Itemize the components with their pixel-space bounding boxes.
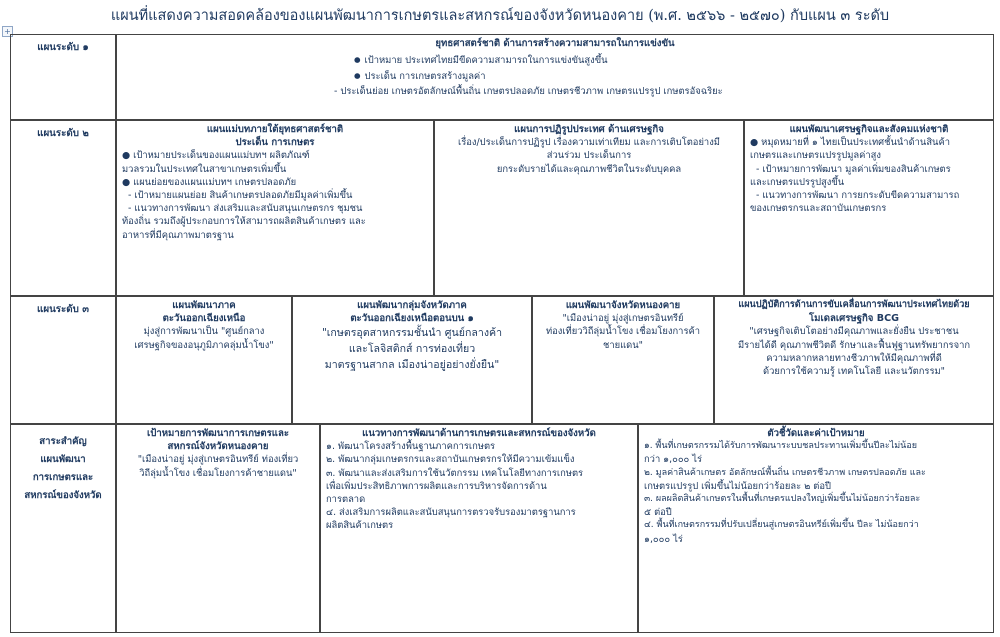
row2-c1-heading2: ประเด็น การเกษตร: [235, 137, 315, 149]
row4-c1-line: "เมืองน่าอยู่ มุ่งสู่เกษตรอินทรีย์ ท่องเที่ยว: [137, 454, 299, 466]
row1-content: [116, 34, 994, 120]
row2-c1-line: ● แผนย่อยของแผนแม่บทฯ เกษตรปลอดภัย: [122, 176, 297, 188]
row4-c2-line: ๒. พัฒนากลุ่มเกษตรกรและสถาบันเกษตรกรให้มีความเข้มแข็ง: [326, 454, 575, 466]
row4-c1-heading1: เป้าหมายการพัฒนาการเกษตรและ: [146, 428, 290, 439]
row3-c3-line: ชายแดน": [603, 339, 643, 351]
row2-c3-line: - แนวทางการพัฒนา การยกระดับขีดความสามารถ: [756, 190, 960, 202]
row4-c2-line: เพื่อเพิ่มประสิทธิภาพการผลิตและการบริหารจัดการด้าน: [326, 480, 547, 492]
row4-indicators: [638, 424, 994, 633]
row3-c1-line: มุ่งสู่การพัฒนาเป็น "ศูนย์กลาง: [143, 326, 265, 338]
row4-label-line: การเกษตรและ: [32, 472, 94, 483]
row4-c3-line: ๓. ผลผลิตสินค้าเกษตรในพื้นที่เกษตรแปลงใหญ่เพิ่มขึ้นไม่น้อยกว่าร้อยละ: [644, 494, 921, 505]
row3-c2-line: และโลจิสติกส์ การท่องเที่ยว: [348, 343, 476, 356]
row2-c3-heading: แผนพัฒนาเศรษฐกิจและสังคมแห่งชาติ: [789, 124, 949, 135]
row4-c3-line: ๔. พื้นที่เกษตรกรรมที่ปรับเปลี่ยนสู่เกษตรอินทรีย์เพิ่มขึ้น ปีละ ไม่น้อยกว่า: [644, 520, 919, 531]
row4-guidelines: [320, 424, 638, 633]
row2-c2-heading: แผนการปฏิรูปประเทศ ด้านเศรษฐกิจ: [514, 124, 664, 135]
row4-c1-heading2: สหกรณ์จังหวัดหนองคาย: [167, 441, 269, 453]
page-title: แผนที่แสดงความสอดคล้องของแผนพัฒนาการเกษตรและสหกรณ์ของจังหวัดหนองคาย (พ.ศ. ๒๕๖๖ - ๒๕๗๐) กับแผน ๓ ระดับ: [110, 8, 890, 24]
row2-master-plan: [116, 120, 434, 296]
row2-c1-line: - แนวทางการพัฒนา ส่งเสริมและสนับสนุนเกษตรกร ชุมชน: [128, 203, 363, 215]
row2-c1-line: มวลรวมในประเทศในสาขาเกษตรเพิ่มขึ้น: [122, 163, 287, 175]
row3-c2-line: "เกษตรอุตสาหกรรมชั้นนำ ศูนย์กลางค้า: [321, 327, 503, 340]
row3-regional-plan: [116, 296, 292, 424]
row1-bullet-goal: ● เป้าหมาย ประเทศไทยมีขีดความสามารถในการแข่งขันสูงขึ้น: [122, 54, 988, 67]
row4-c3-line: ๑. พื้นที่เกษตรกรรมได้รับการพัฒนาระบบชลประทานเพิ่มขึ้นปีละไม่น้อย: [644, 441, 917, 452]
row3-c3-heading: แผนพัฒนาจังหวัดหนองคาย: [565, 300, 681, 311]
row4-c2-line: การตลาด: [326, 494, 366, 506]
row2-c3-line: - เป้าหมายการพัฒนา มูลค่าเพิ่มของสินค้าเกษตร: [756, 163, 951, 175]
row2-c3-line: และเกษตรแปรรูปสูงขึ้น: [750, 176, 845, 188]
row4-goal: [116, 424, 320, 633]
row1-heading: ยุทธศาสตร์ชาติ ด้านการสร้างความสามารถในการแข่งขัน: [435, 38, 675, 49]
row4-c2-line: ๔. ส่งเสริมการผลิตและสนับสนุนการตรวจรับรองมาตรฐานการ: [326, 507, 576, 519]
row3-c2-heading1: แผนพัฒนากลุ่มจังหวัดภาค: [357, 300, 467, 311]
row4-label-line: สหกรณ์ของจังหวัด: [24, 490, 102, 501]
row4-c2-line: ๑. พัฒนาโครงสร้างพื้นฐานภาคการเกษตร: [326, 441, 496, 453]
row3-c2-line: มาตรฐานสากล เมืองน่าอยู่อย่างยั่งยืน": [324, 359, 500, 372]
row4-c2-line: ผลิตสินค้าเกษตร: [326, 520, 394, 532]
row3-bcg-plan: [714, 296, 994, 424]
row4-c3-line: เกษตรแปรรูป เพิ่มขึ้นไม่น้อยกว่าร้อยละ ๒ ต่อปี: [644, 480, 831, 492]
row3-c4-line: ด้วยการใช้ความรู้ เทคโนโลยี และนวัตกรรม": [763, 366, 945, 378]
row2-c1-line: ● เป้าหมายประเด็นของแผนแม่บทฯ ผลิตภัณฑ์: [122, 150, 310, 162]
row2-c2-line: เรื่อง/ประเด็นการปฏิรูป เรื่องความเท่าเทียม และการเติบโตอย่างมี: [458, 137, 720, 149]
row4-c3-line: ๕ ต่อปี: [644, 507, 672, 519]
row3-nongkhai-plan: [532, 296, 714, 424]
row4-label-line: แผนพัฒนา: [40, 454, 86, 465]
row1-bullet-issue: ● ประเด็น การเกษตรสร้างมูลค่า: [122, 70, 988, 83]
row3-c4-line: "เศรษฐกิจเติบโตอย่างมีคุณภาพและยั่งยืน ประชาชน: [749, 326, 959, 338]
row1-label: แผนระดับ ๑: [10, 34, 116, 120]
row4-c3-line: กว่า ๑,๐๐๐ ไร่: [644, 454, 703, 466]
table-move-handle[interactable]: +: [2, 26, 13, 37]
row3-c3-line: ท่องเที่ยววิถีลุ่มน้ำโขง เชื่อมโยงการค้า: [545, 326, 701, 338]
row1-subissue: - ประเด็นย่อย เกษตรอัตลักษณ์พื้นถิ่น เกษตรปลอดภัย เกษตรชีวภาพ เกษตรแปรรูป เกษตรอัจฉริยะ: [334, 85, 723, 97]
row3-c4-line: มีรายได้ดี คุณภาพชีวิตดี รักษาและฟื้นฟูฐานทรัพยากรจาก: [737, 339, 971, 351]
row3-c4-heading1: แผนปฏิบัติการด้านการขับเคลื่อนการพัฒนาประเทศไทยด้วย: [738, 300, 970, 310]
row3-label: แผนระดับ ๓: [10, 296, 116, 424]
row4-label-line: สาระสำคัญ: [39, 436, 87, 447]
row3-c1-heading1: แผนพัฒนาภาค: [172, 300, 236, 311]
row4-c3-line: ๑,๐๐๐ ไร่: [644, 533, 683, 545]
row3-c1-heading2: ตะวันออกเฉียงเหนือ: [162, 313, 246, 325]
row2-c1-heading1: แผนแม่บทภายใต้ยุทธศาสตร์ชาติ: [206, 124, 344, 135]
row3-province-group-plan: [292, 296, 532, 424]
row3-c3-line: "เมืองน่าอยู่ มุ่งสู่เกษตรอินทรีย์: [562, 313, 684, 325]
row2-c1-line: - เป้าหมายแผนย่อย สินค้าเกษตรปลอดภัยมีมูลค่าเพิ่มขึ้น: [128, 190, 353, 202]
row4-c2-line: ๓. พัฒนาและส่งเสริมการใช้นวัตกรรม เทคโนโลยีทางการเกษตร: [326, 467, 584, 479]
row3-c4-heading2: โมเดลเศรษฐกิจ BCG: [808, 313, 899, 325]
row3-c2-heading2: ตะวันออกเฉียงเหนือตอนบน ๑: [350, 313, 474, 325]
row2-national-plan: [744, 120, 994, 296]
row4-label: [10, 424, 116, 633]
row2-c1-line: ท้องถิ่น รวมถึงผู้ประกอบการให้สามารถผลิตสินค้าเกษตร และ: [122, 216, 366, 228]
row2-c2-line: ยกระดับรายได้และคุณภาพชีวิตในระดับบุคคล: [496, 163, 682, 175]
alignment-table: [10, 34, 994, 633]
row4-c3-heading: ตัวชี้วัดและค่าเป้าหมาย: [767, 428, 865, 439]
row3-c4-line: ความหลากหลายทางชีวภาพให้มีคุณภาพที่ดี: [766, 352, 942, 364]
row2-label: แผนระดับ ๒: [10, 120, 116, 296]
row4-c1-line: วิถีลุ่มน้ำโขง เชื่อมโยงการค้าชายแดน": [139, 467, 297, 479]
row2-c1-line: อาหารที่มีคุณภาพมาตรฐาน: [122, 229, 234, 241]
row2-reform-plan: [434, 120, 744, 296]
row3-c1-line: เศรษฐกิจของอนุภูมิภาคลุ่มน้ำโขง": [134, 339, 274, 351]
row2-c3-line: เกษตรและเกษตรแปรรูปมูลค่าสูง: [750, 150, 881, 162]
row2-c3-line: ของเกษตรกรและสถาบันเกษตรกร: [750, 203, 887, 215]
row4-c2-heading: แนวทางการพัฒนาด้านการเกษตรและสหกรณ์ของจังหวัด: [362, 428, 596, 439]
row4-c3-line: ๒. มูลค่าสินค้าเกษตร อัตลักษณ์พื้นถิ่น เกษตรชีวภาพ เกษตรปลอดภัย และ: [644, 467, 926, 478]
row2-c2-line: ส่วนร่วม ประเด็นการ: [546, 150, 632, 162]
row2-c3-line: ● หมุดหมายที่ ๑ ไทยเป็นประเทศชั้นนำด้านสินค้า: [750, 137, 950, 149]
